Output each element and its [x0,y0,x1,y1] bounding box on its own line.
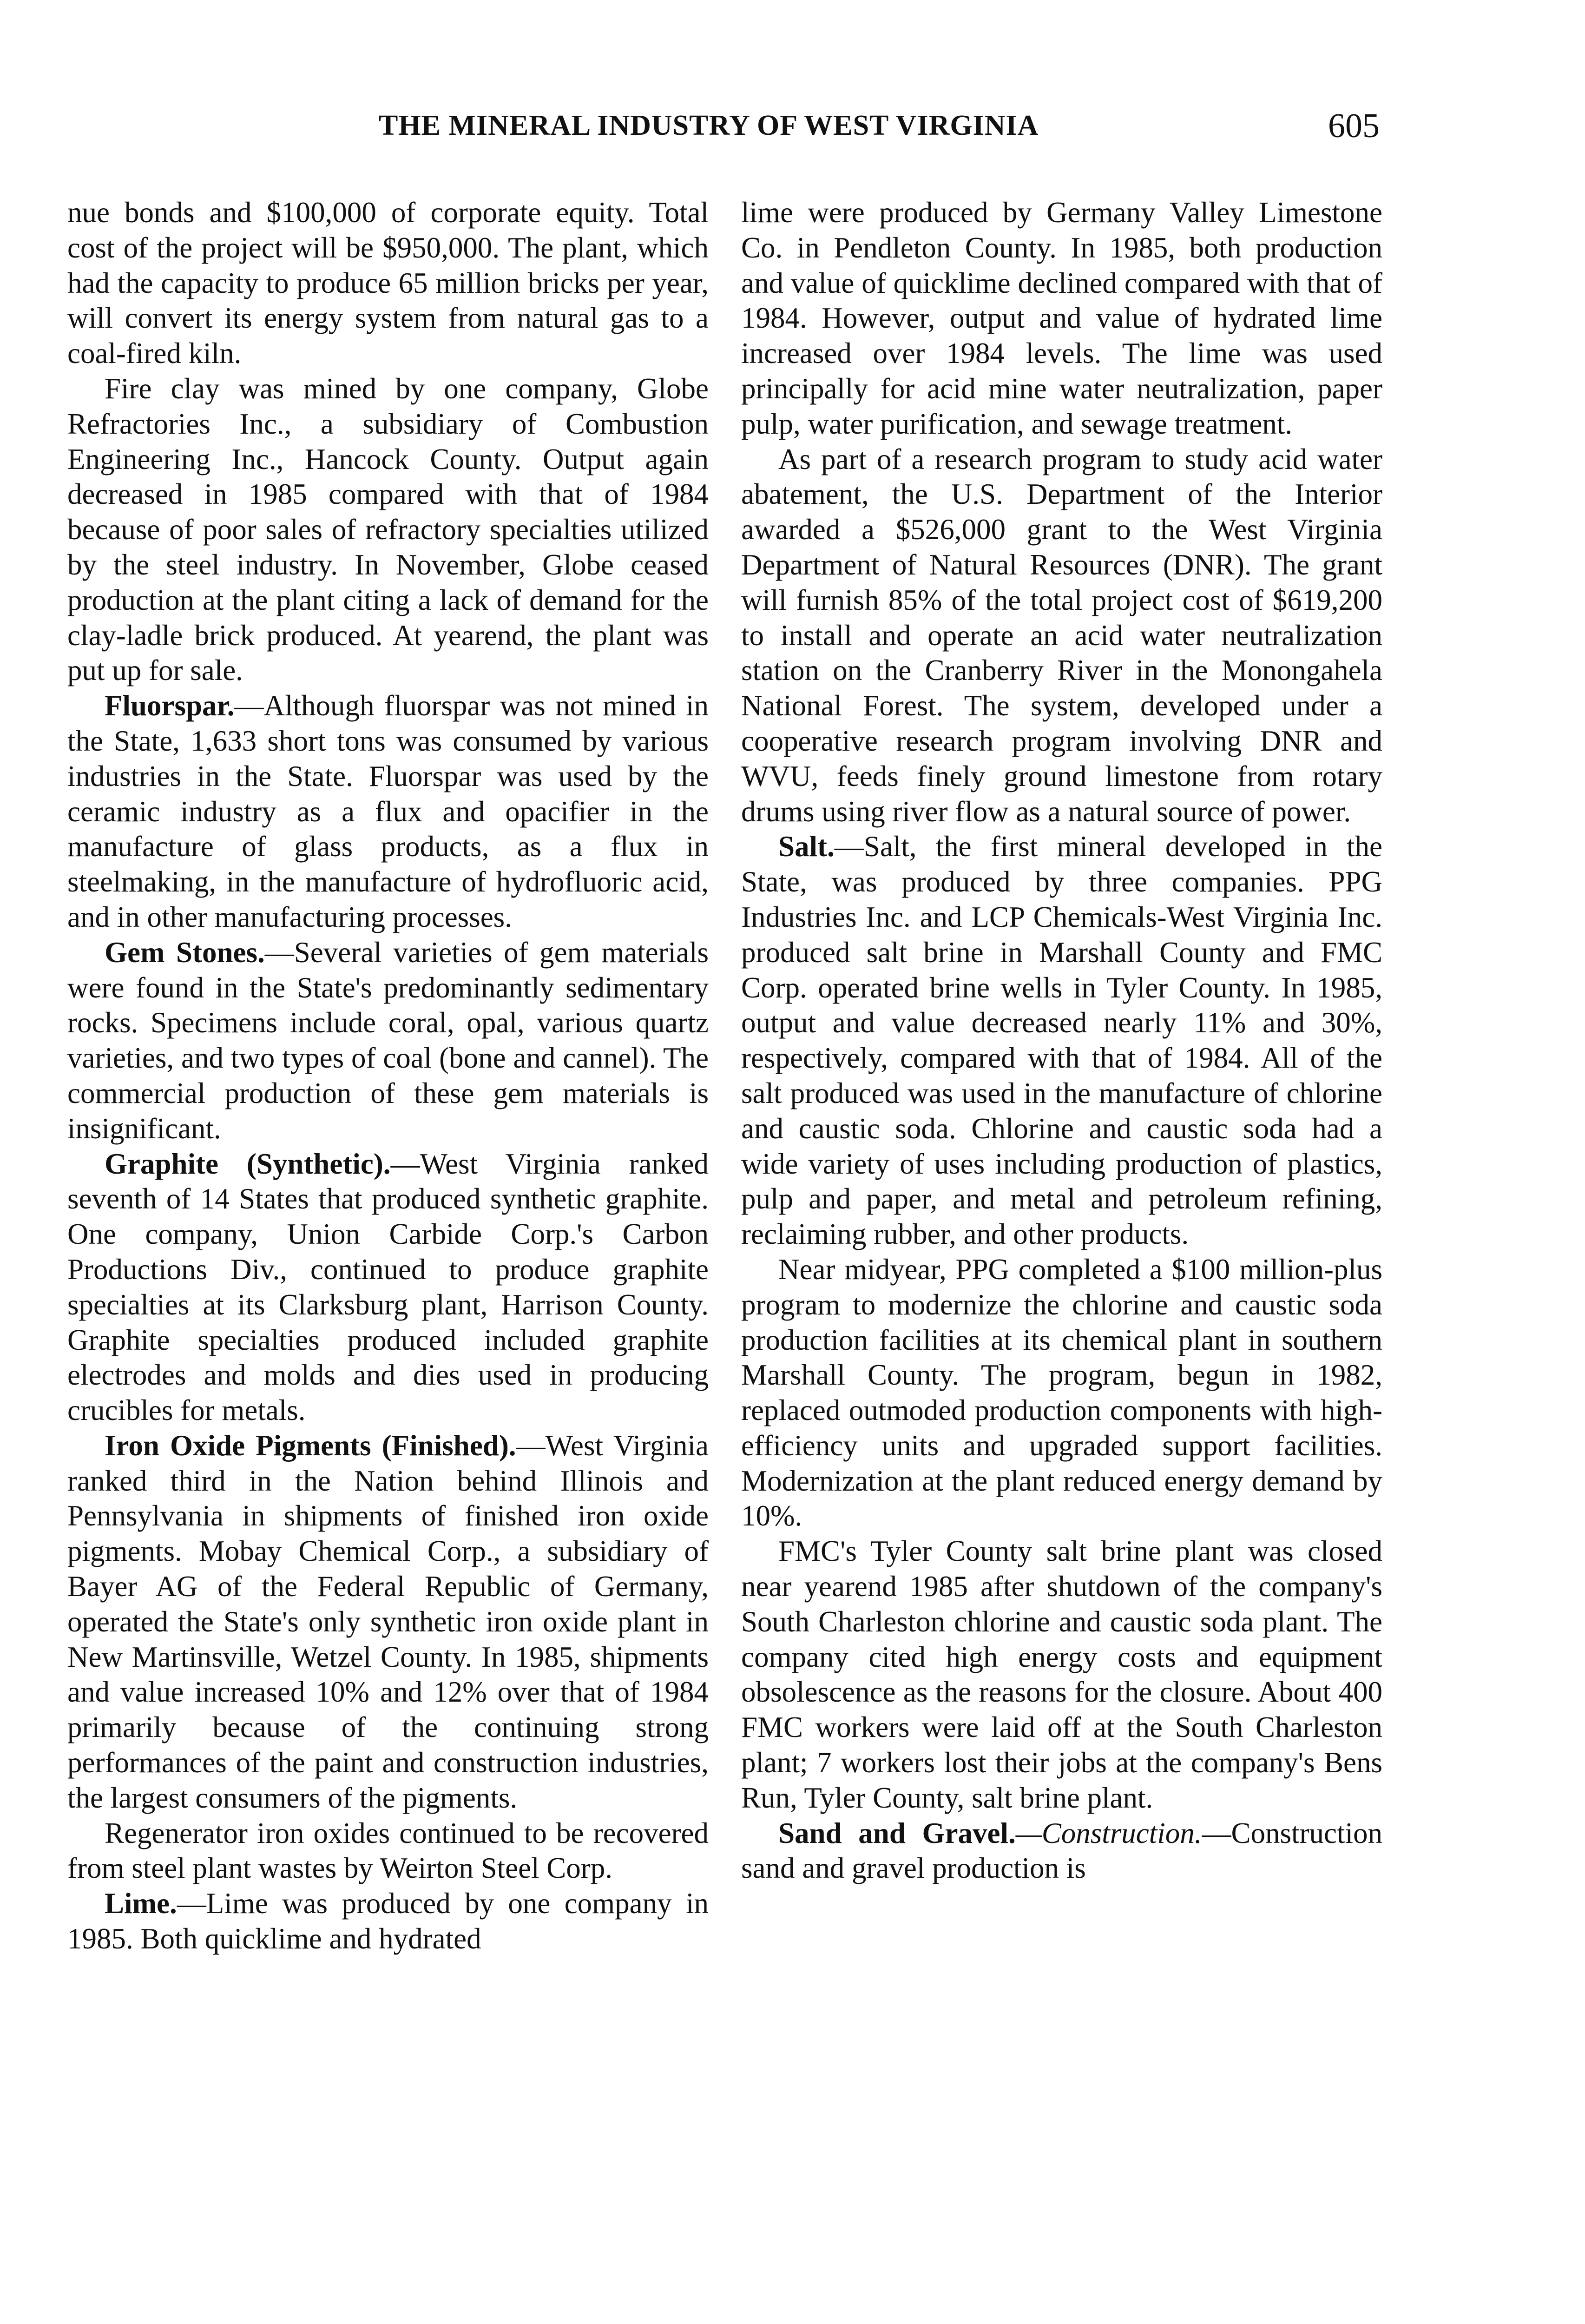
salt-text: —Salt, the first mineral developed in the State, was produced by three companies. PPG Industries Inc. and LCP Chemicals-West Virginia Inc. produced salt brine in Marshall County and FMC Corp. operated brine wells in Tyler County. In 1985, output and value decreased nearly 11% and 30%, respectively, compared with that of 1984. All of the salt produced was used in the manufacture of chlorine and caustic soda. Chlorine and caustic soda had a wide variety of uses including production of plastics, pulp and paper, and metal and petroleum refining, reclaiming rubber, and other products. [741,830,1382,1251]
page-number: 605 [1328,107,1380,145]
sand-gravel-heading: Sand and Gravel. [778,1816,1016,1849]
salt-heading: Salt. [778,830,835,863]
section-salt [741,829,1382,1252]
running-head [0,109,1585,151]
graphite-heading: Graphite (Synthetic). [105,1147,391,1180]
paragraph-regenerator: Regenerator iron oxides continued to be recovered from steel plant wastes by Weirton Steel Corp. [67,1816,709,1885]
paragraph-lime-continued: lime were produced by Germany Valley Limestone Co. in Pendleton County. In 1985, both production and value of quicklime declined compared with that of 1984. However, output and value of hydrated lime increased over 1984 levels. The lime was used principally for acid mine water neutralization, paper pulp, water purification, and sewage treatment. [741,196,1382,440]
sand-gravel-text: —Construction sand and gravel production is [741,1816,1382,1885]
lime-heading: Lime. [105,1887,177,1920]
left-column [67,195,709,1957]
lime-text: —Lime was produced by one company in 1985. Both quicklime and hydrated [67,1887,709,1955]
paragraph-brick-plant: nue bonds and $100,000 of corporate equity. Total cost of the project will be $950,000. The plant, which had the capacity to produce 65 million bricks per year, will convert its energy system from natural gas to a coal-fired kiln. [67,196,709,370]
paragraph-fire-clay: Fire clay was mined by one company, Globe Refractories Inc., a subsidiary of Combustion Engineering Inc., Hancock County. Output again decreased in 1985 compared with that of 1984 because of poor sales of refractory specialties utilized by the steel industry. In November, Globe ceased production at the plant citing a lack of demand for the clay-ladle brick produced. At yearend, the plant was put up for sale. [67,372,709,687]
paragraph-ppg: Near midyear, PPG completed a $100 million-plus program to modernize the chlorine and caustic soda production facilities at its chemical plant in southern Marshall County. The program, begun in 1982, replaced outmoded production components with high-efficiency units and upgraded support facilities. Modernization at the plant reduced energy demand by 10%. [741,1253,1382,1532]
iron-oxide-text: —West Virginia ranked third in the Nation behind Illinois and Pennsylvania in shipments of finished iron oxide pigments. Mobay Chemical Corp., a subsidiary of Bayer AG of the Federal Republic of Germany, operated the State's only synthetic iron oxide plant in New Martinsville, Wetzel County. In 1985, shipments and value increased 10% and 12% over that of 1984 primarily because of the continuing strong performances of the paint and construction industries, the largest consumers of the pigments. [67,1429,709,1814]
fluorspar-heading: Fluorspar. [105,689,235,722]
section-graphite [67,1147,709,1428]
fluorspar-text: —Although fluorspar was not mined in the State, 1,633 short tons was consumed by various industries in the State. Fluorspar was used by the ceramic industry as a flux and opacifier in the manufacture of glass products, as a flux in steelmaking, in the manufacture of hydrofluoric acid, and in other manufacturing processes. [67,689,709,933]
gem-stones-text: —Several varieties of gem materials were found in the State's predominantly sedimentary rocks. Specimens include coral, opal, various quartz varieties, and two types of coal (bone and cannel). The commercial production of these gem materials is insignificant. [67,936,709,1145]
section-iron-oxide [67,1428,709,1816]
graphite-text: —West Virginia ranked seventh of 14 States that produced synthetic graphite. One company, Union Carbide Corp.'s Carbon Productions Div., continued to produce graphite specialties at its Clarksburg plant, Harrison County. Graphite specialties produced included graphite electrodes and molds and dies used in producing crucibles for metals. [67,1147,709,1427]
running-head-title: THE MINERAL INDUSTRY OF WEST VIRGINIA [379,110,1039,141]
paragraph-fmc: FMC's Tyler County salt brine plant was closed near yearend 1985 after shutdown of the company's South Charleston chlorine and caustic soda plant. The company cited high energy costs and equipment obsolescence as the reasons for the closure. About 400 FMC workers were laid off at the South Charleston plant; 7 workers lost their jobs at the company's Bens Run, Tyler County, salt brine plant. [741,1535,1382,1814]
gem-stones-heading: Gem Stones. [105,936,265,969]
section-gem-stones [67,935,709,1147]
section-sand-gravel [741,1816,1382,1887]
right-column [741,195,1382,1886]
sand-gravel-subheading: —Construction. [1015,1816,1202,1849]
iron-oxide-heading: Iron Oxide Pigments (Finished). [105,1429,516,1462]
section-fluorspar [67,688,709,935]
paragraph-acid-water: As part of a research program to study acid water abatement, the U.S. Department of the Interior awarded a $526,000 grant to the West Virginia Department of Natural Resources (DNR). The grant will furnish 85% of the total project cost of $619,200 to install and operate an acid water neutralization station on the Cranberry River in the Monongahela National Forest. The system, developed under a cooperative research program involving DNR and WVU, feeds finely ground limestone from rotary drums using river flow as a natural source of power. [741,442,1382,828]
section-lime [67,1886,709,1957]
